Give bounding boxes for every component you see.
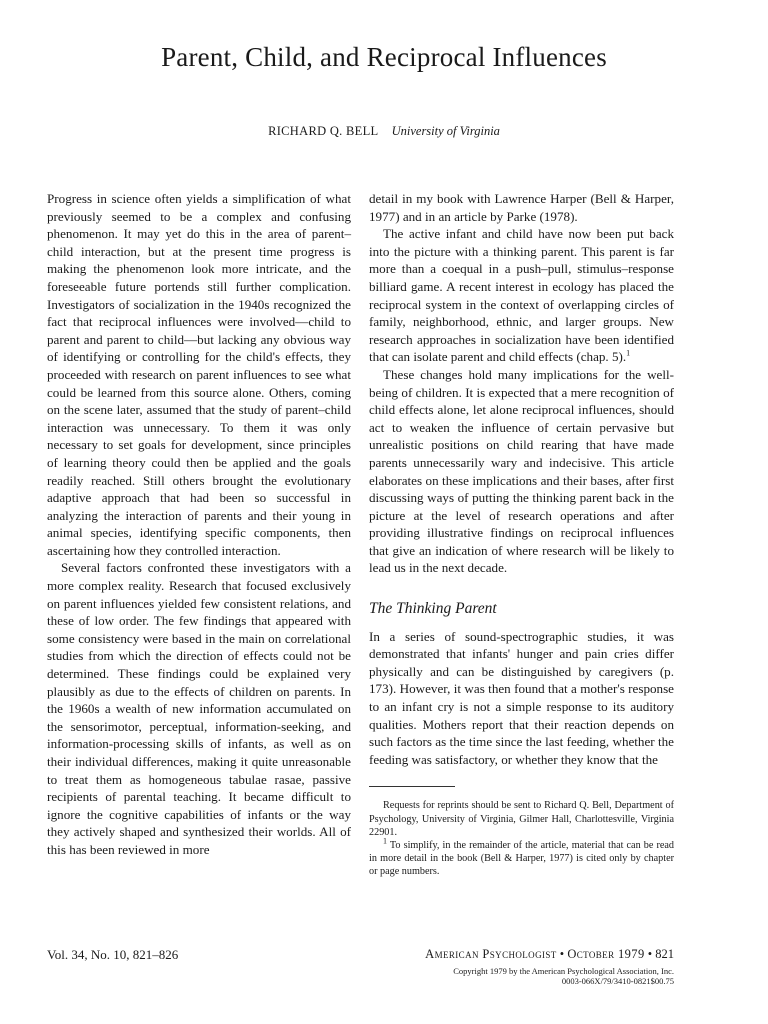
- journal-name: American Psychologist: [425, 947, 557, 961]
- issue-date: October 1979: [567, 947, 645, 961]
- footnote-1-text: To simplify, in the remainder of the article, material that can be read in more detail in the book (Bell & Harper, 1977) is cited only by chapter or page numbers.: [369, 840, 674, 878]
- running-footer: [369, 947, 674, 962]
- footnote-marker[interactable]: 1: [626, 348, 631, 358]
- body-paragraph: Progress in science often yields a simplification of what previously seemed to be a complex and confusing phenomenon. It may yet do this in the area of parent–child interaction, but at the present time progress is making the phenomenon look more intricate, and the foreseeable future portends still further complication. Investigators of socialization in the 1940s recognized the fact that reciprocal influences were involved—child to parent and parent to child—but lacking any obvious way of identifying or controlling for the child's effects, they proceeded with research on parent influences to see what could be learned from this source alone. Others, coming on the scene later, assumed that the study of parent–child interaction was unnecessary. To them it was only necessary to set goals for development, since principles of learning theory could then be applied and the goals readily reached. Still others brought the evolutionary adaptive approach that had been so successful in analyzing the interaction of parents and their young in animal species, identifying specific components, then ascertaining how they controlled interaction.: [47, 191, 351, 558]
- body-paragraph: detail in my book with Lawrence Harper (Bell & Harper, 1977) and in an article by Parke (1978).: [369, 191, 674, 224]
- page-number: 821: [655, 947, 674, 961]
- body-paragraph: [369, 225, 674, 366]
- author-name: RICHARD Q. BELL: [268, 124, 379, 138]
- body-paragraph-text: The active infant and child have now been put back into the picture with a thinking parent. This parent is far more than a coequal in a push–pull, stimulus–response billiard game. A recent interest in ecology has placed the reciprocal system in the context of overlapping circles of family, neighborhood, ethnic, and larger groups. New research approaches in socialization have been identified that can isolate parent and child effects (chap. 5).: [369, 226, 674, 365]
- article-title: Parent, Child, and Reciprocal Influences: [161, 42, 607, 72]
- copyright-notice: [369, 966, 674, 986]
- footnotes: [369, 799, 674, 878]
- body-paragraph: These changes hold many implications for the well-being of children. It is expected that a mere recognition of child effects alone, let alone reciprocal influences, should act to weaken the influence of certain pervasive but unrealistic positions on child rearing that have made parents unnecessarily wary and indecisive. This article elaborates on these implications and their bases, after first discussing ways of putting the thinking parent back in the picture at the level of research operations and after providing illustrative findings on reciprocal influences that give an indication of where research will be likely to lead us in the next decade.: [369, 366, 674, 576]
- separator: •: [647, 947, 653, 961]
- author-affiliation: University of Virginia: [391, 124, 500, 138]
- footnote-1: [369, 836, 674, 879]
- footnote-1-marker: 1: [383, 836, 387, 846]
- body-paragraph: Several factors confronted these investigators with a more complex reality. Research that focused exclusively on parent influences yielded few consistent relations, and these of low order. The few findings that appeared with some consistency were based in the main on correlational studies from which the direction of effects could not be determined. These findings could be explained very plausibly as due to the effects of children on parents. In the 1960s a wealth of new information accumulated on the sensorimotor, perceptual, information-seeking, and information-processing skills of infants, as well as on their individual differences, making it quite unreasonable to treat them as homogeneous tabulae rasae, passive recipients of parental teaching. It became difficult to ignore the cognitive capabilities of infants or the way they actively shaped and synthesized their worlds. All of this has been reviewed in more: [47, 560, 351, 857]
- volume-info: Vol. 34, No. 10, 821–826: [47, 947, 179, 962]
- article-code: 0003-066X/79/3410-0821$00.75: [561, 976, 674, 986]
- body-paragraph: In a series of sound-spectrographic studies, it was demonstrated that infants' hunger and pain cries differ physically and can be distinguished by caregivers (p. 173). However, it was then found that a mother's response to an infant cry is not a simple response to its auditory qualities. Mothers report that their reaction depends on such factors as the time since the last feeding, whether the feeding was satisfactory, or whether they know that the: [369, 628, 674, 767]
- reprint-note: Requests for reprints should be sent to Richard Q. Bell, Department of Psychology, University of Virginia, Gilmer Hall, Charlottesville, Virginia 22901.: [369, 800, 674, 838]
- section-heading: The Thinking Parent: [369, 600, 497, 618]
- byline: [0, 124, 768, 139]
- footnote-divider: [369, 786, 455, 787]
- copyright-line: Copyright 1979 by the American Psychological Association, Inc.: [453, 966, 674, 976]
- right-column: [369, 190, 674, 879]
- separator: •: [559, 947, 565, 961]
- left-column: [47, 190, 351, 859]
